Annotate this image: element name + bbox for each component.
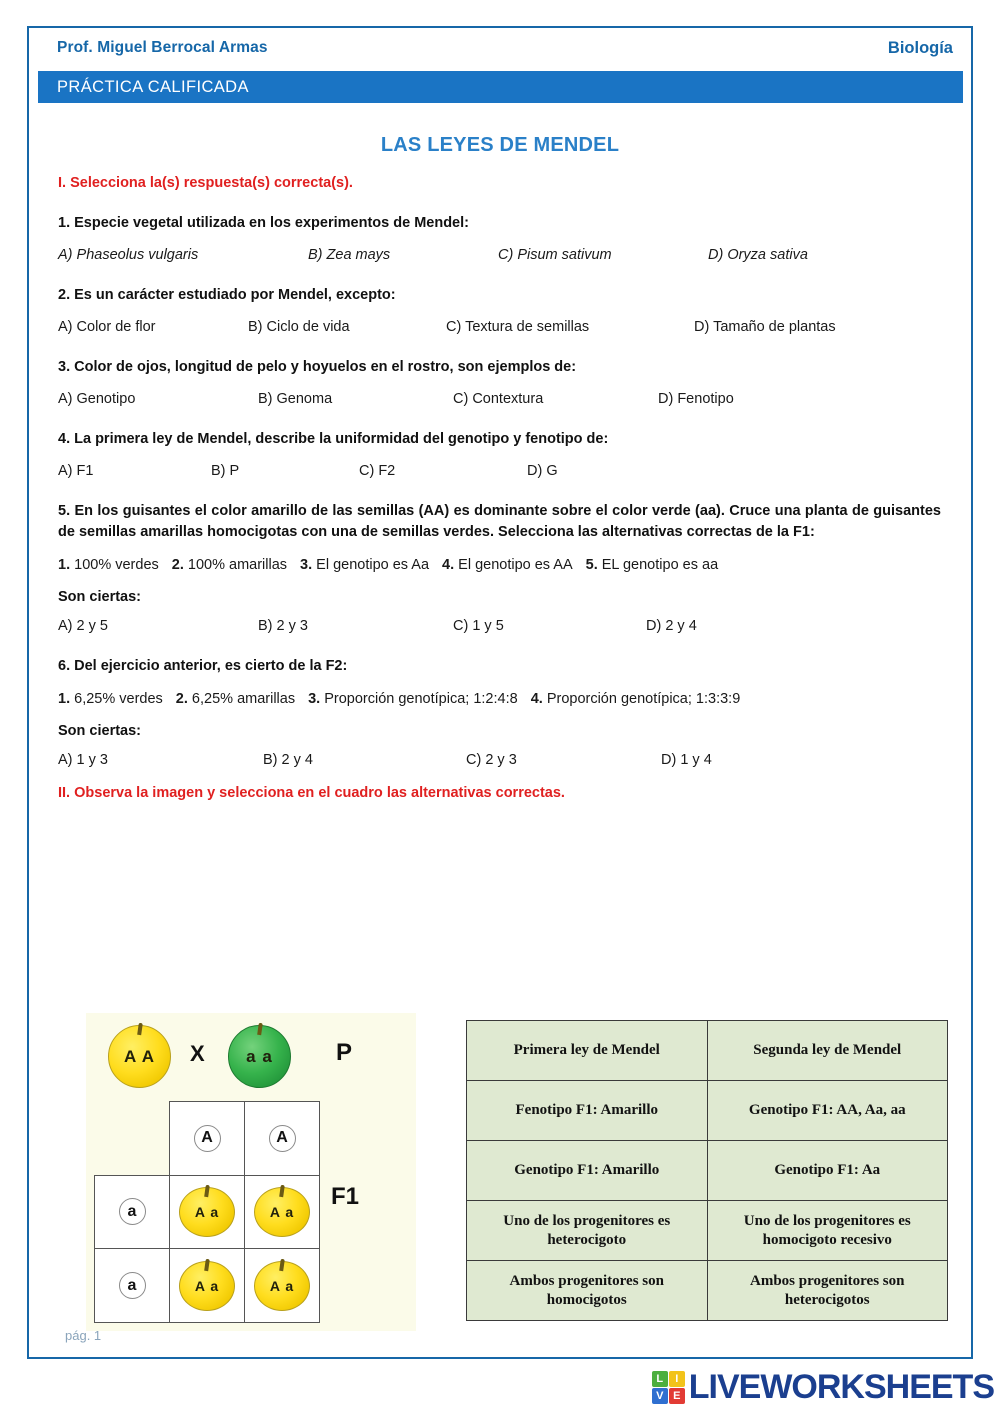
alternative-cell-3-2[interactable]: Genotipo F1: Aa: [707, 1141, 948, 1201]
pea-stem-icon: [257, 1023, 263, 1035]
offspring-genotype: A a: [269, 1203, 295, 1220]
logo-letter-v: V: [652, 1388, 668, 1404]
punnett-header-row: [95, 1102, 320, 1176]
punnett-row-2: [95, 1249, 320, 1323]
question-6-statement-2-text: 6,25% amarillas: [191, 691, 296, 708]
question-4-option-d[interactable]: D) G: [527, 463, 558, 480]
question-5-statement-1-num: 1.: [58, 557, 71, 574]
question-6-statement-2-num: 2.: [175, 691, 188, 708]
question-3-option-d[interactable]: D) Fenotipo: [658, 391, 734, 408]
punnett-cell-2-1: [170, 1249, 245, 1323]
question-3-stem: 3. Color de ojos, longitud de pelo y hoyuelos en el rostro, son ejemplos de:: [58, 359, 577, 376]
alternative-cell-4-1[interactable]: Uno de los progenitores es heterocigoto: [467, 1201, 708, 1261]
alternative-cell-4-2[interactable]: Uno de los progenitores es homocigoto recesivo: [707, 1201, 948, 1261]
question-6-stem: 6. Del ejercicio anterior, es cierto de la F2:: [58, 658, 348, 675]
allele-circle: a: [119, 1198, 146, 1225]
question-1-option-b[interactable]: B) Zea mays: [308, 247, 391, 264]
alternative-cell-1-1[interactable]: Primera ley de Mendel: [467, 1021, 708, 1081]
question-6-statement-4[interactable]: [531, 691, 741, 707]
allele-circle: A: [269, 1125, 296, 1152]
punnett-cell-2-2: [245, 1249, 320, 1323]
parent-left-genotype: A A: [123, 1046, 155, 1066]
question-2-option-a[interactable]: A) Color de flor: [58, 319, 156, 336]
subject-name: Biología: [887, 38, 953, 57]
alternative-cell-1-2[interactable]: Segunda ley de Mendel: [707, 1021, 948, 1081]
question-4: [58, 429, 971, 479]
cross-symbol: X: [190, 1041, 205, 1066]
punnett-grid: [94, 1101, 320, 1323]
question-5-statement-1-text: 100% verdes: [74, 557, 159, 574]
alternative-cell-5-1[interactable]: Ambos progenitores son homocigotos: [467, 1261, 708, 1321]
question-6-statement-3[interactable]: [308, 691, 518, 707]
table-row: [467, 1021, 948, 1081]
question-4-option-b[interactable]: B) P: [211, 463, 240, 480]
punnett-corner-cell: [95, 1102, 170, 1176]
question-5-option-b[interactable]: B) 2 y 3: [258, 618, 308, 635]
offspring-pea: [254, 1261, 310, 1311]
pea-stem-icon: [279, 1185, 285, 1197]
question-1-option-c[interactable]: C) Pisum sativum: [498, 247, 612, 264]
question-1-stem: 1. Especie vegetal utilizada en los experimentos de Mendel:: [58, 215, 469, 231]
question-4-option-c[interactable]: C) F2: [359, 463, 396, 480]
question-6-statements: [58, 691, 941, 707]
table-row: [467, 1081, 948, 1141]
allele-circle: a: [119, 1272, 146, 1299]
question-2-option-b[interactable]: B) Ciclo de vida: [248, 319, 350, 336]
question-6-statement-1[interactable]: [58, 691, 163, 707]
question-2-options: [58, 319, 941, 335]
table-row: [467, 1201, 948, 1261]
question-6-statement-4-text: Proporción genotípica; 1:3:3:9: [546, 691, 741, 708]
punnett-row-header-1: [95, 1175, 170, 1249]
question-1: [58, 213, 971, 263]
question-6-option-a[interactable]: A) 1 y 3: [58, 752, 108, 769]
section-two-heading: II. Observa la imagen y selecciona en el cuadro las alternativas correctas.: [58, 785, 565, 802]
question-5-statement-2-num: 2.: [171, 557, 184, 574]
question-5-statements: [58, 557, 941, 573]
question-5-prompt: Son ciertas:: [58, 589, 141, 606]
question-5-statement-3-text: El genotipo es Aa: [316, 557, 430, 574]
question-2-stem: 2. Es un carácter estudiado por Mendel, excepto:: [58, 287, 396, 304]
question-2: [58, 285, 971, 335]
question-6-statement-4-num: 4.: [530, 691, 543, 708]
question-5-option-d[interactable]: D) 2 y 4: [646, 618, 697, 635]
question-6-option-b[interactable]: B) 2 y 4: [263, 752, 313, 769]
question-3-option-b[interactable]: B) Genoma: [258, 391, 333, 408]
punnett-table: [94, 1101, 320, 1323]
question-4-option-a[interactable]: A) F1: [58, 463, 94, 480]
pea-stem-icon: [204, 1185, 210, 1197]
question-5-statement-1[interactable]: [58, 557, 159, 573]
question-6-statement-1-num: 1.: [58, 691, 71, 708]
question-5-statement-4[interactable]: [442, 557, 573, 573]
offspring-pea: [179, 1261, 235, 1311]
punnett-square-figure: [86, 1013, 416, 1331]
logo-letter-l: L: [652, 1371, 668, 1387]
question-6-prompt: Son ciertas:: [58, 723, 141, 740]
question-6-statement-3-num: 3.: [308, 691, 321, 708]
question-4-options: [58, 463, 941, 479]
allele-circle: A: [194, 1125, 221, 1152]
header-row: [29, 34, 971, 62]
logo-letter-e: E: [669, 1388, 685, 1404]
punnett-col-header-2: [245, 1102, 320, 1176]
offspring-pea: [254, 1187, 310, 1237]
punnett-row-1: [95, 1175, 320, 1249]
question-3-options: [58, 391, 941, 407]
question-5: [58, 501, 971, 634]
punnett-cell-1-1: [170, 1175, 245, 1249]
question-5-option-c[interactable]: C) 1 y 5: [453, 618, 504, 635]
question-1-options: [58, 247, 941, 263]
parent-pea-recessive: [228, 1025, 291, 1088]
question-5-option-a[interactable]: A) 2 y 5: [58, 618, 108, 635]
question-6-options: [58, 752, 941, 768]
liveworksheets-brand: LIVEWORKSHEETS: [688, 1368, 994, 1406]
question-5-statement-2[interactable]: [172, 557, 287, 573]
alternative-cell-5-2[interactable]: Ambos progenitores son heterocigotos: [707, 1261, 948, 1321]
table-row: [467, 1261, 948, 1321]
question-3: [58, 357, 971, 407]
professor-name: Prof. Miguel Berrocal Armas: [57, 39, 268, 56]
alternative-cell-2-2[interactable]: Genotipo F1: AA, Aa, aa: [707, 1081, 948, 1141]
practice-banner: [38, 71, 963, 103]
question-6-option-c[interactable]: C) 2 y 3: [466, 752, 517, 769]
question-4-stem: 4. La primera ley de Mendel, describe la uniformidad del genotipo y fenotipo de:: [58, 431, 609, 448]
practice-banner-label: PRÁCTICA CALIFICADA: [57, 77, 249, 96]
pea-stem-icon: [137, 1023, 143, 1035]
liveworksheets-footer: [652, 1368, 994, 1407]
question-6-option-d[interactable]: D) 1 y 4: [661, 752, 712, 769]
question-6-statement-2[interactable]: [176, 691, 295, 707]
question-5-statement-5[interactable]: [586, 557, 719, 573]
question-5-statement-3-num: 3.: [300, 557, 313, 574]
parent-pea-dominant: [108, 1025, 171, 1088]
question-5-options: [58, 618, 941, 634]
page-title: LAS LEYES DE MENDEL: [380, 134, 620, 156]
offspring-genotype: A a: [194, 1277, 220, 1294]
question-1-option-d[interactable]: D) Oryza sativa: [708, 247, 808, 264]
parent-right-genotype: a a: [246, 1046, 273, 1066]
offspring-genotype: A a: [269, 1277, 295, 1294]
table-row: [467, 1141, 948, 1201]
question-3-option-a[interactable]: A) Genotipo: [58, 391, 136, 408]
logo-letter-i: I: [669, 1371, 685, 1387]
question-6-statement-3-text: Proporción genotípica; 1:2:4:8: [324, 691, 518, 708]
question-5-statement-3[interactable]: [300, 557, 429, 573]
question-5-statement-5-text: EL genotipo es aa: [601, 557, 719, 574]
question-2-option-d[interactable]: D) Tamaño de plantas: [694, 319, 836, 336]
question-5-stem: 5. En los guisantes el color amarillo de las semillas (AA) es dominante sobre el color verde (aa). Cruce una planta de guisantes de semillas amarillas homocigotas con una de semillas verdes. Selecciona las alternativas correctas de la F1:: [58, 503, 941, 541]
offspring-pea: [179, 1187, 235, 1237]
section-one-heading: I. Selecciona la(s) respuesta(s) correcta(s).: [58, 175, 353, 191]
alternatives-table: [466, 1020, 948, 1321]
punnett-row-header-2: [95, 1249, 170, 1323]
punnett-cell-1-2: [245, 1175, 320, 1249]
worksheet-frame: [27, 26, 973, 1359]
alternative-cell-2-1[interactable]: Fenotipo F1: Amarillo: [467, 1081, 708, 1141]
generation-p-label: P: [336, 1039, 353, 1066]
question-5-statement-5-num: 5.: [585, 557, 598, 574]
question-1-option-a[interactable]: A) Phaseolus vulgaris: [58, 247, 199, 264]
pea-stem-icon: [204, 1258, 210, 1270]
question-3-option-c[interactable]: C) Contextura: [453, 391, 544, 408]
alternative-cell-3-1[interactable]: Genotipo F1: Amarillo: [467, 1141, 708, 1201]
bottom-area: [58, 1013, 948, 1333]
offspring-genotype: A a: [194, 1203, 220, 1220]
generation-f1-label: F1: [331, 1183, 360, 1210]
question-5-statement-4-num: 4.: [442, 557, 455, 574]
page-number: pág. 1: [65, 1328, 102, 1343]
punnett-col-header-1: [170, 1102, 245, 1176]
question-5-statement-2-text: 100% amarillas: [187, 557, 288, 574]
worksheet-content: [29, 110, 971, 801]
liveworksheets-logo-icon: [652, 1371, 685, 1404]
question-6-statement-1-text: 6,25% verdes: [74, 691, 163, 708]
pea-stem-icon: [279, 1258, 285, 1270]
question-2-option-c[interactable]: C) Textura de semillas: [446, 319, 590, 336]
question-5-statement-4-text: El genotipo es AA: [458, 557, 573, 574]
question-6: [58, 656, 971, 768]
